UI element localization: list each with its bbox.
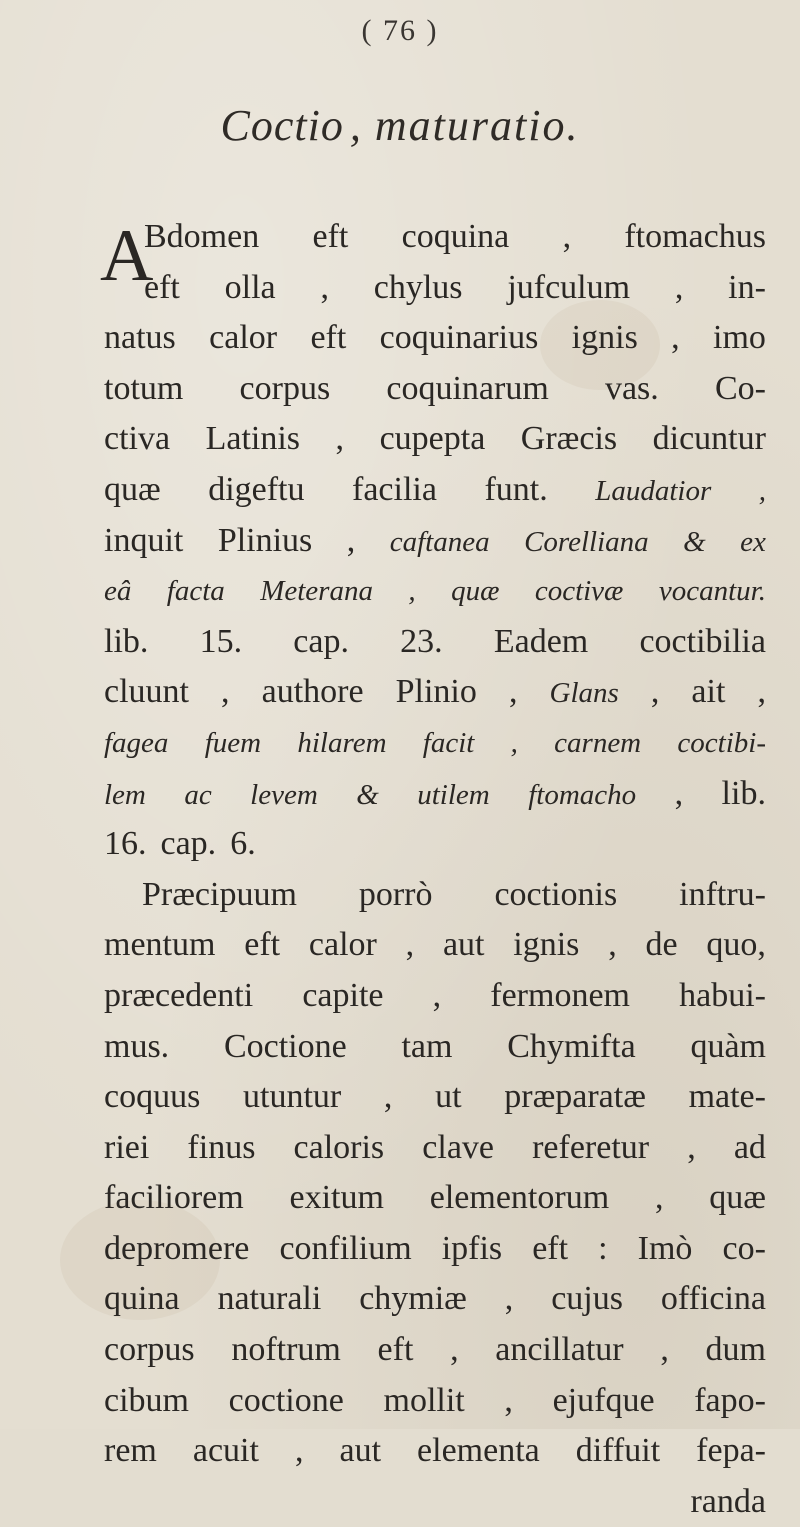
word: , bbox=[432, 976, 442, 1014]
word: confilium bbox=[279, 1229, 412, 1267]
word: 23. bbox=[400, 622, 443, 660]
word: mentum bbox=[104, 926, 216, 964]
text-line bbox=[104, 566, 766, 617]
word: , bbox=[346, 521, 356, 559]
word: , bbox=[508, 673, 518, 711]
text-line bbox=[104, 516, 766, 567]
word: elementa bbox=[417, 1432, 540, 1470]
word: aut bbox=[339, 1432, 382, 1470]
word: officina bbox=[660, 1280, 766, 1318]
word: mus. bbox=[104, 1027, 170, 1065]
word: fagea bbox=[104, 726, 169, 759]
word: , bbox=[687, 1128, 696, 1166]
word: Meterana bbox=[260, 575, 373, 608]
word: elementorum bbox=[429, 1179, 610, 1217]
word: Eadem bbox=[493, 622, 589, 660]
word: natus bbox=[104, 319, 176, 357]
word: Latinis bbox=[205, 420, 301, 458]
word: olla bbox=[224, 268, 276, 306]
word: ftomacho bbox=[528, 778, 637, 811]
word: , bbox=[654, 1179, 664, 1217]
text-line bbox=[104, 971, 766, 1022]
text-line bbox=[104, 1274, 766, 1325]
word: Imò bbox=[637, 1229, 693, 1267]
word: mate- bbox=[688, 1078, 766, 1116]
word: ipfis bbox=[441, 1229, 503, 1267]
word: fermonem bbox=[490, 976, 630, 1014]
word: jufculum bbox=[507, 268, 631, 306]
word: quæ bbox=[104, 470, 161, 508]
word: capite bbox=[302, 976, 384, 1014]
word: , bbox=[674, 774, 684, 812]
word: , bbox=[504, 1280, 514, 1318]
word: , bbox=[294, 1432, 304, 1470]
word: quo, bbox=[706, 926, 766, 964]
word: authore bbox=[261, 673, 364, 711]
word: Chymifta bbox=[507, 1027, 636, 1065]
word: ejufque bbox=[552, 1381, 655, 1419]
text-line bbox=[104, 414, 766, 465]
word: caftanea bbox=[389, 525, 490, 558]
text-line bbox=[104, 465, 766, 516]
word: imo bbox=[713, 319, 766, 357]
word: hilarem bbox=[297, 726, 387, 759]
word: cap. bbox=[160, 825, 217, 863]
word: quina bbox=[104, 1280, 180, 1318]
word: Corelliana bbox=[524, 525, 649, 558]
word: inquit bbox=[104, 521, 184, 559]
heading-separator: , bbox=[349, 101, 361, 150]
word: coctibi- bbox=[677, 726, 766, 759]
body-text bbox=[100, 212, 766, 1527]
word: chymiæ bbox=[359, 1280, 467, 1318]
heading-main: Coctio bbox=[220, 101, 344, 150]
word: totum bbox=[104, 369, 184, 407]
text-line bbox=[104, 920, 766, 971]
word: coquinarum bbox=[386, 369, 549, 407]
text-line bbox=[104, 1224, 766, 1275]
text-line bbox=[104, 617, 766, 668]
word: , bbox=[758, 474, 766, 507]
word: , bbox=[650, 673, 660, 711]
word: , bbox=[608, 926, 617, 964]
page-number: ( 76 ) bbox=[361, 14, 439, 47]
word: exitum bbox=[289, 1179, 384, 1217]
word: porrò bbox=[358, 875, 433, 913]
catchword: randa bbox=[690, 1482, 766, 1520]
word: habui- bbox=[679, 976, 766, 1014]
heading-sub: maturatio. bbox=[374, 101, 580, 150]
word: & bbox=[683, 525, 706, 558]
word: utuntur bbox=[243, 1078, 342, 1116]
word: diffuit bbox=[575, 1432, 661, 1470]
word: Plinio bbox=[395, 673, 477, 711]
word: cap. bbox=[293, 622, 349, 660]
word: riei bbox=[104, 1128, 150, 1166]
word: ex bbox=[740, 525, 766, 558]
word: eft bbox=[312, 218, 349, 255]
catchword-line bbox=[104, 1477, 766, 1527]
word: Glans bbox=[549, 677, 619, 710]
word: fepa- bbox=[696, 1432, 766, 1470]
word: coctionis bbox=[494, 875, 618, 913]
word: funt. bbox=[484, 470, 548, 508]
word: , bbox=[674, 268, 684, 306]
word: Coctione bbox=[223, 1027, 347, 1065]
section-heading bbox=[0, 100, 800, 151]
word: co- bbox=[722, 1229, 766, 1267]
word: ad bbox=[733, 1128, 766, 1166]
word: , bbox=[660, 1331, 669, 1369]
word: Præcipuum bbox=[142, 875, 297, 913]
word: vocantur. bbox=[658, 575, 766, 608]
text-line bbox=[104, 1376, 766, 1427]
word: Græcis bbox=[520, 420, 618, 458]
word: , bbox=[510, 726, 518, 759]
word: corpus bbox=[104, 1331, 195, 1369]
word: ancillatur bbox=[495, 1331, 624, 1369]
word: referetur bbox=[532, 1128, 650, 1166]
word: de bbox=[645, 926, 678, 964]
word: aut bbox=[442, 926, 485, 964]
word: Laudatior bbox=[595, 474, 712, 507]
word: ignis bbox=[513, 926, 580, 964]
word: chylus bbox=[373, 268, 463, 306]
word: lem bbox=[104, 778, 146, 811]
word: utilem bbox=[417, 778, 490, 811]
word: noftrum bbox=[231, 1331, 341, 1369]
text-line bbox=[104, 1173, 766, 1224]
word: Plinius bbox=[217, 521, 313, 559]
text-line bbox=[104, 1426, 766, 1477]
word: calor bbox=[209, 319, 278, 357]
word: facit bbox=[422, 726, 475, 759]
word: corpus bbox=[239, 369, 331, 407]
word: ait bbox=[691, 673, 726, 711]
text-line bbox=[104, 870, 766, 921]
word: mollit bbox=[383, 1381, 465, 1419]
word: naturali bbox=[217, 1280, 322, 1318]
word: , bbox=[504, 1381, 513, 1419]
text-line bbox=[104, 1072, 766, 1123]
text-line bbox=[104, 1325, 766, 1376]
text-line bbox=[104, 718, 766, 769]
word: , bbox=[562, 218, 572, 255]
word: ftomachus bbox=[624, 218, 766, 255]
word: digeftu bbox=[208, 470, 305, 508]
text-line bbox=[104, 1123, 766, 1174]
word: cluunt bbox=[104, 673, 189, 711]
drop-cap: A bbox=[100, 215, 154, 297]
word: eft bbox=[310, 319, 347, 357]
word: Bdomen bbox=[144, 218, 260, 255]
word: carnem bbox=[554, 726, 642, 759]
word: , bbox=[757, 673, 766, 711]
word: , bbox=[671, 319, 680, 357]
word: eft bbox=[532, 1229, 569, 1267]
word: ignis bbox=[571, 319, 638, 357]
word: vas. bbox=[604, 369, 659, 407]
word: facilia bbox=[352, 470, 437, 508]
word: coctivæ bbox=[534, 575, 624, 608]
word: coquus bbox=[104, 1078, 201, 1116]
word: facta bbox=[166, 575, 225, 608]
word: dum bbox=[705, 1331, 766, 1369]
text-line bbox=[104, 667, 766, 718]
word: , bbox=[450, 1331, 459, 1369]
word: finus bbox=[187, 1128, 256, 1166]
word: quæ bbox=[451, 575, 500, 608]
text-line bbox=[104, 769, 766, 820]
word: caloris bbox=[293, 1128, 385, 1166]
word: in- bbox=[728, 268, 766, 306]
word: & bbox=[356, 778, 379, 811]
word: , bbox=[320, 268, 329, 306]
word: faciliorem bbox=[104, 1179, 244, 1217]
word: eâ bbox=[104, 575, 132, 608]
word: eft bbox=[244, 926, 281, 964]
text-line bbox=[104, 313, 766, 364]
word: acuit bbox=[192, 1432, 259, 1470]
word: cibum bbox=[104, 1381, 189, 1419]
word: fapo- bbox=[694, 1381, 766, 1419]
word: : bbox=[598, 1229, 608, 1267]
word: 16. bbox=[104, 825, 147, 863]
word: tam bbox=[401, 1027, 453, 1065]
word: lib. bbox=[721, 774, 766, 812]
word: coctibilia bbox=[639, 622, 766, 660]
word: , bbox=[335, 420, 345, 458]
word: coquina bbox=[401, 218, 510, 255]
word: ut bbox=[435, 1078, 462, 1116]
word: , bbox=[383, 1078, 393, 1116]
word: , bbox=[405, 926, 415, 964]
word: coquinarius bbox=[379, 319, 539, 357]
word: ac bbox=[184, 778, 212, 811]
word: inftru- bbox=[679, 875, 766, 913]
word: dicuntur bbox=[652, 420, 766, 458]
word: 15. bbox=[199, 622, 243, 660]
word: 6. bbox=[230, 825, 256, 863]
word: eft bbox=[144, 268, 180, 306]
text-line bbox=[104, 1022, 766, 1073]
word: quàm bbox=[690, 1027, 766, 1065]
text-line bbox=[104, 364, 766, 415]
word: depromere bbox=[104, 1229, 250, 1267]
word: cupepta bbox=[379, 420, 486, 458]
word: eft bbox=[377, 1331, 414, 1369]
text-line bbox=[104, 263, 766, 314]
word: rem bbox=[104, 1432, 157, 1470]
word: cujus bbox=[551, 1280, 623, 1318]
word: lib. bbox=[104, 622, 149, 660]
text-line bbox=[104, 819, 766, 870]
word: calor bbox=[308, 926, 377, 964]
word: coctione bbox=[228, 1381, 344, 1419]
word: præparatæ bbox=[504, 1078, 646, 1116]
word: levem bbox=[250, 778, 318, 811]
word: præcedenti bbox=[104, 976, 254, 1014]
word: ctiva bbox=[104, 420, 171, 458]
word: Co- bbox=[714, 369, 766, 407]
word: quæ bbox=[709, 1179, 766, 1217]
word: , bbox=[408, 575, 416, 608]
word: fuem bbox=[204, 726, 262, 759]
word: , bbox=[221, 673, 230, 711]
word: clave bbox=[422, 1128, 494, 1166]
